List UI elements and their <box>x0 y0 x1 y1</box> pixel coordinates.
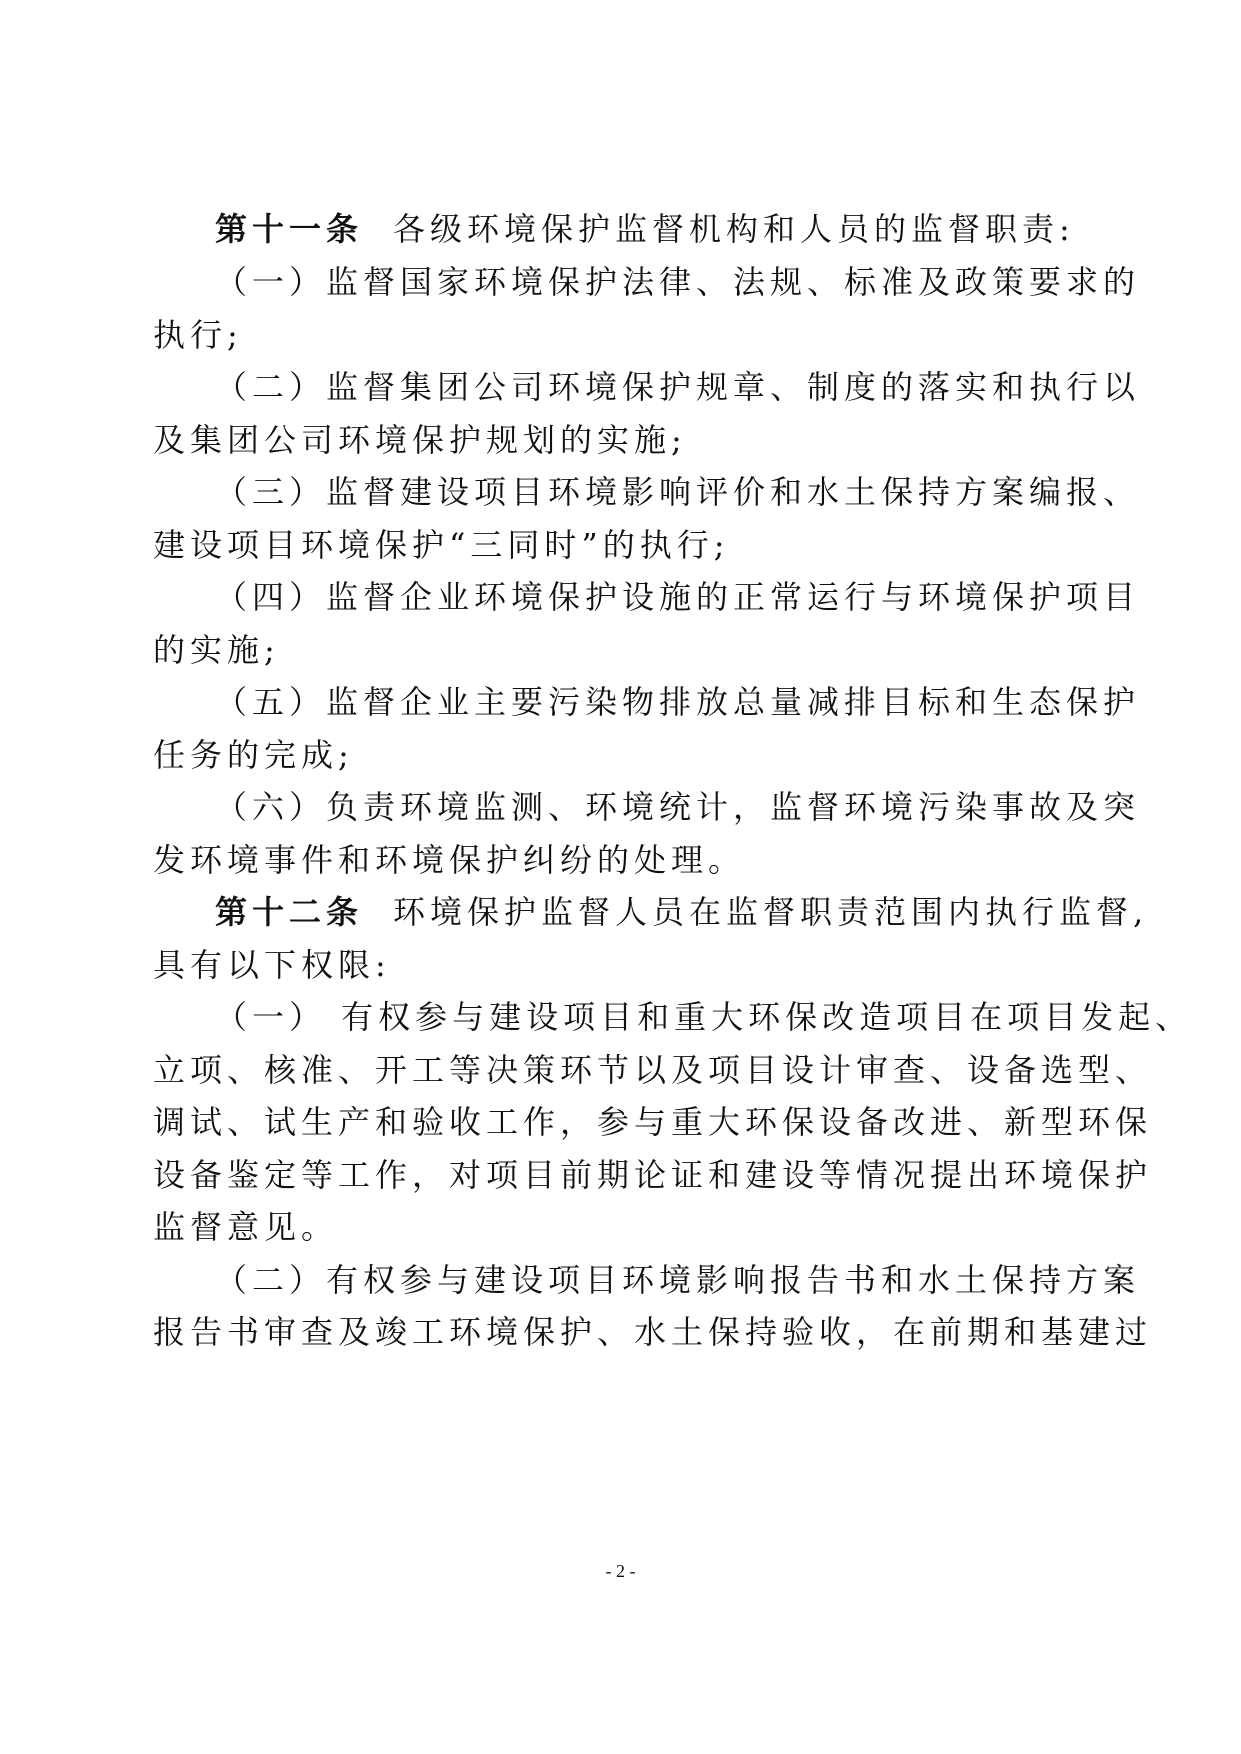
article-12-item-1-line-4: 设备鉴定等工作，对项目前期论证和建设等情况提出环境保护 <box>153 1156 1153 1194</box>
article-11-title: 第十一条 <box>215 210 364 248</box>
article-11-item-3-line-2: 建设项目环境保护“三同时”的执行; <box>153 526 730 564</box>
article-12-item-2-line-2: 报告书审查及竣工环境保护、水土保持验收，在前期和基建过 <box>153 1313 1153 1351</box>
article-11-item-6-line-1: （六）负责环境监测、环境统计，监督环境污染事故及突 <box>215 788 1141 826</box>
article-11-item-3-line-1: （三）监督建设项目环境影响评价和水土保持方案编报、 <box>215 473 1141 511</box>
article-11-item-4-line-2: 的实施; <box>153 631 280 669</box>
page-number: - 2 - <box>605 1561 636 1581</box>
article-11-item-1-line-1: （一）监督国家环境保护法律、法规、标准及政策要求的 <box>215 263 1141 301</box>
article-12-item-2-line-1: （二）有权参与建设项目环境影响报告书和水土保持方案 <box>215 1261 1141 1299</box>
article-12-item-1-line-5: 监督意见。 <box>153 1208 339 1246</box>
article-12-intro: 环境保护监督人员在监督职责范围内执行监督, <box>393 893 1149 931</box>
article-11-item-2-line-2: 及集团公司环境保护规划的实施; <box>153 421 687 459</box>
article-11-intro: 各级环境保护监督机构和人员的监督职责: <box>393 210 1075 248</box>
article-12-item-1-line-2: 立项、核准、开工等决策环节以及项目设计审查、设备选型、 <box>153 1051 1153 1089</box>
article-12-intro-line-2: 具有以下权限: <box>153 946 391 984</box>
article-11-item-4-line-1: （四）监督企业环境保护设施的正常运行与环境保护项目 <box>215 578 1141 616</box>
article-12-heading <box>215 892 1148 932</box>
article-11-item-2-line-1: （二）监督集团公司环境保护规章、制度的落实和执行以 <box>215 368 1141 406</box>
article-11-item-5-line-2: 任务的完成; <box>153 736 354 774</box>
article-11-item-1-line-2: 执行; <box>153 316 243 354</box>
article-12-title: 第十二条 <box>215 893 364 931</box>
article-11-item-6-line-2: 发环境事件和环境保护纠纷的处理。 <box>153 841 746 879</box>
article-12-item-1-line-1: （一） 有权参与建设项目和重大环保改造项目在项目发起、 <box>215 998 1193 1036</box>
article-11-item-5-line-1: （五）监督企业主要污染物排放总量减排目标和生态保护 <box>215 683 1141 721</box>
article-12-item-1-line-3: 调试、试生产和验收工作，参与重大环保设备改进、新型环保 <box>153 1103 1153 1141</box>
article-11-heading <box>215 209 1075 249</box>
